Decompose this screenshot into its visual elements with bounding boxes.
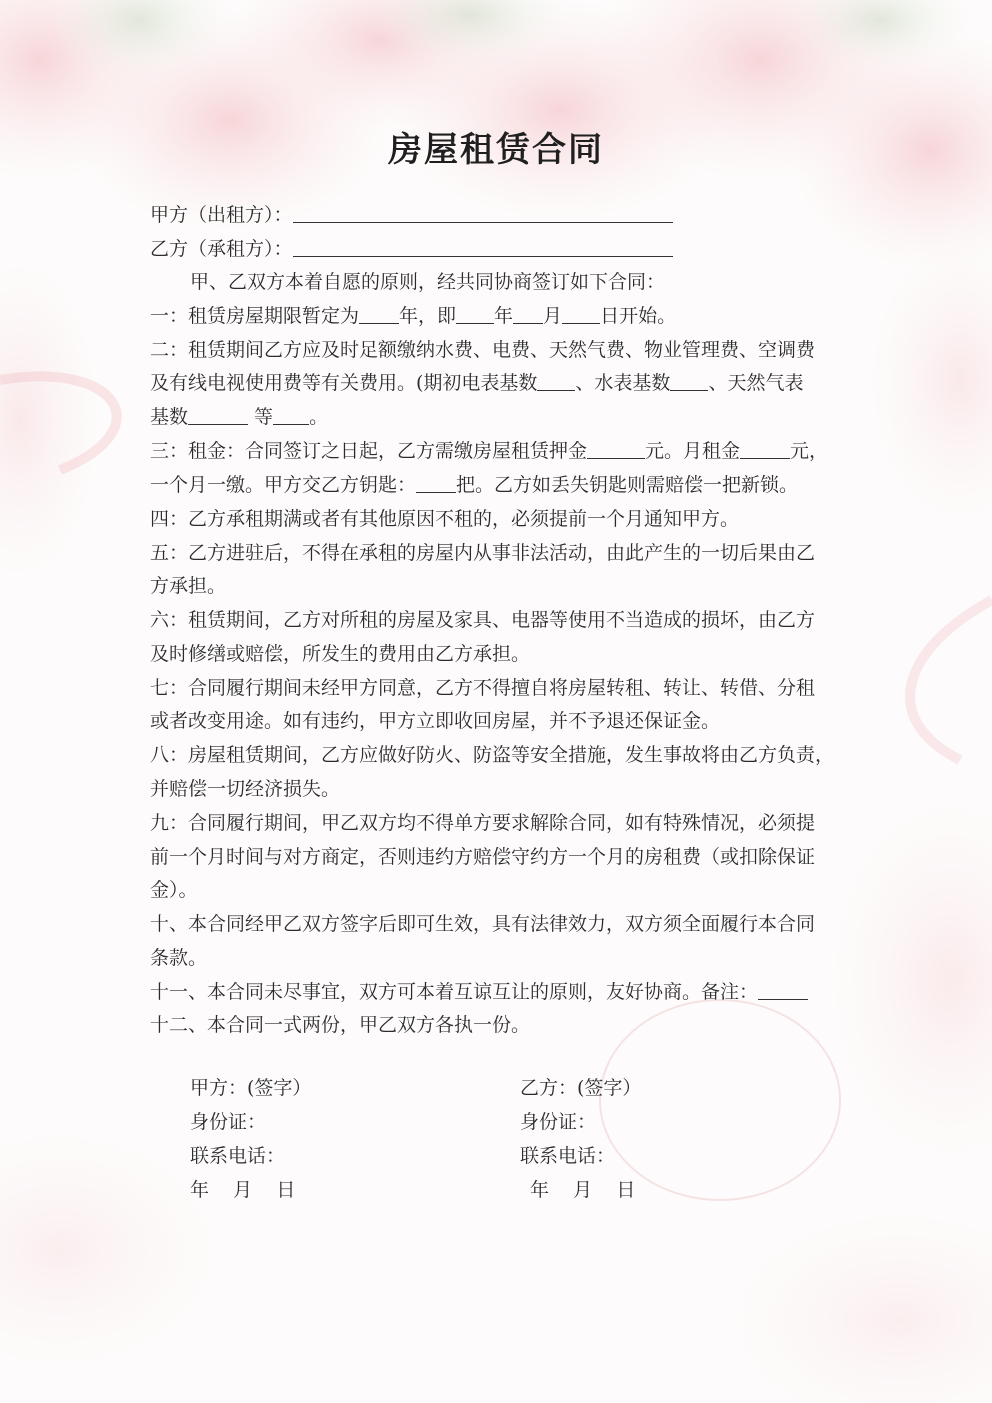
party-a-row [150, 198, 673, 232]
intro-text: 甲、乙双方本着自愿的原则，经共同协商签订如下合同： [190, 271, 666, 293]
party-b-label: 乙方（承租方）： [150, 238, 293, 260]
clause-7-line-1: 七：合同履行期间未经甲方同意，乙方不得擅自将房屋转租、转让、转借、分租 [150, 677, 816, 699]
clause-11 [150, 975, 808, 1009]
party-b-date-field[interactable]: 年 月 日 [530, 1179, 636, 1201]
clause-2-line-3 [150, 400, 328, 434]
clause-7-line-2: 或者改变用途。如有违约，甲方立即收回房屋，并不予退还保证金。 [150, 710, 721, 732]
clause-2-text: 及有线电视使用费等有关费用。(期初电表基数 [150, 372, 538, 394]
clause-2-text: 等 [248, 406, 274, 428]
start-month-blank[interactable] [513, 301, 543, 324]
clause-5-line-1: 五：乙方进驻后，不得在承租的房屋内从事非法活动，由此产生的一切后果由乙 [150, 542, 816, 564]
clause-2-text: 、天然气表 [708, 372, 804, 394]
clause-11-text: 十一、本合同未尽事宜，双方可本着互谅互让的原则，友好协商。备注： [150, 981, 759, 1003]
clause-3-line-1 [150, 434, 828, 468]
party-a-date-field[interactable]: 年 月 日 [190, 1179, 296, 1201]
party-a-blank[interactable] [293, 200, 673, 223]
clause-2-text: 基数 [150, 406, 189, 428]
party-b-phone-field[interactable]: 联系电话： [520, 1145, 616, 1167]
party-b-blank[interactable] [293, 234, 673, 257]
clause-3-text: 元。月租金 [645, 440, 741, 462]
party-b-id-field[interactable]: 身份证： [520, 1111, 597, 1133]
clause-8-line-1: 八：房屋租赁期间，乙方应做好防火、防盗等安全措施，发生事故将由乙方负责， [150, 744, 835, 766]
clause-4: 四：乙方承租期满或者有其他原因不租的，必须提前一个月通知甲方。 [150, 508, 740, 530]
clause-1-text: 月 [543, 305, 563, 327]
party-b-signature[interactable]: 乙方：(签字） [520, 1077, 642, 1099]
clause-8-line-2: 并赔偿一切经济损失。 [150, 778, 341, 800]
party-a-signature[interactable]: 甲方：(签字） [190, 1077, 312, 1099]
document-title: 房屋租赁合同 [388, 130, 604, 170]
party-a-phone-field[interactable]: 联系电话： [190, 1145, 286, 1167]
remarks-blank[interactable] [758, 977, 808, 1000]
clause-12: 十二、本合同一式两份，甲乙双方各执一份。 [150, 1014, 531, 1036]
clause-6-line-2: 及时修缮或赔偿，所发生的费用由乙方承担。 [150, 643, 531, 665]
clause-2-text: 。 [309, 406, 329, 428]
start-day-blank[interactable] [562, 301, 600, 324]
monthly-rent-blank[interactable] [740, 436, 790, 459]
start-year-blank[interactable] [456, 301, 494, 324]
clause-9-line-1: 九：合同履行期间，甲乙双方均不得单方要求解除合同，如有特殊情况，必须提 [150, 812, 816, 834]
clause-3-line-2 [150, 468, 798, 502]
clause-1-text: 年，即 [399, 305, 457, 327]
clause-2-line-1: 二：租赁期间乙方应及时足额缴纳水费、电费、天然气费、物业管理费、空调费 [150, 339, 816, 361]
clause-3-text: 三：租金：合同签订之日起，乙方需缴房屋租赁押金 [150, 440, 588, 462]
clause-6-line-1: 六：租赁期间，乙方对所租的房屋及家具、电器等使用不当造成的损坏，由乙方 [150, 609, 816, 631]
water-meter-blank[interactable] [670, 368, 708, 391]
clause-9-line-2: 前一个月时间与对方商定，否则违约方赔偿守约方一个月的房租费（或扣除保证 [150, 846, 816, 868]
party-a-label: 甲方（出租方）： [150, 204, 293, 226]
clause-1-text: 日开始。 [600, 305, 677, 327]
clause-2-text: 、水表基数 [575, 372, 671, 394]
gas-meter-blank[interactable] [188, 402, 248, 425]
deposit-blank[interactable] [587, 436, 645, 459]
electric-meter-blank[interactable] [537, 368, 575, 391]
clause-10-line-1: 十、本合同经甲乙双方签字后即可生效，具有法律效力，双方须全面履行本合同 [150, 913, 816, 935]
clause-3-text: 把。乙方如丢失钥匙则需赔偿一把新锁。 [456, 474, 799, 496]
clause-9-line-3: 金）。 [150, 879, 198, 901]
party-b-row [150, 232, 673, 266]
clause-1-text: 一：租赁房屋期限暂定为 [150, 305, 360, 327]
clause-3-text: 一个月一缴。甲方交乙方钥匙： [150, 474, 417, 496]
clause-5-line-2: 方承担。 [150, 575, 227, 597]
clause-2-line-2 [150, 366, 803, 400]
party-a-id-field[interactable]: 身份证： [190, 1111, 267, 1133]
other-meter-blank[interactable] [273, 402, 309, 425]
clause-10-line-2: 条款。 [150, 947, 208, 969]
keys-count-blank[interactable] [416, 470, 456, 493]
clause-3-text: 元， [790, 440, 829, 462]
years-blank[interactable] [359, 301, 399, 324]
clause-1 [150, 299, 676, 333]
clause-1-text: 年 [494, 305, 514, 327]
